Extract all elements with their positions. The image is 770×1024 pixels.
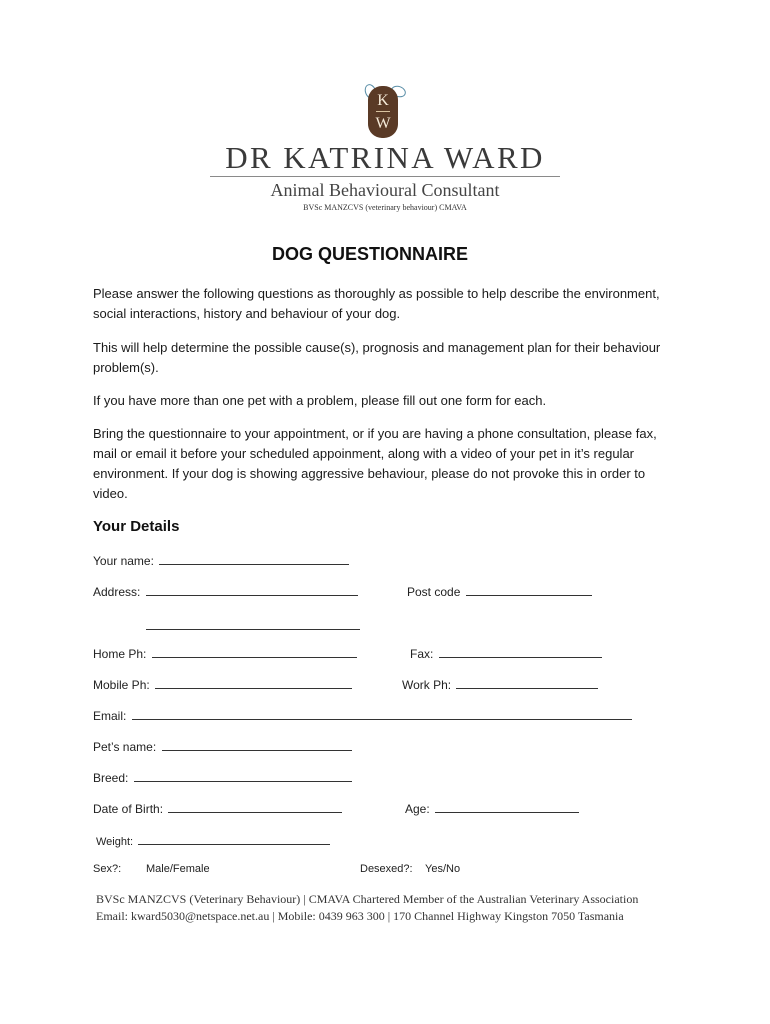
field-desexed <box>360 863 413 875</box>
field-mobile-ph <box>93 678 352 692</box>
field-breed <box>93 771 352 785</box>
field-your-name-line[interactable] <box>159 554 349 565</box>
field-work-ph <box>402 678 598 692</box>
logo-divider <box>210 176 560 177</box>
field-home-ph-label: Home Ph: <box>93 647 147 661</box>
field-breed-line[interactable] <box>134 771 352 782</box>
field-fax-line[interactable] <box>439 647 602 658</box>
field-mobile-ph-line[interactable] <box>155 678 352 689</box>
field-sex-label: Sex?: <box>93 863 122 875</box>
field-email-line[interactable] <box>132 709 632 720</box>
field-weight <box>96 834 330 848</box>
field-email <box>93 709 632 723</box>
field-address-line-2-line[interactable] <box>146 619 360 630</box>
field-pets-name <box>93 740 352 754</box>
field-your-name-label: Your name: <box>93 554 154 568</box>
field-pets-name-label: Pet’s name: <box>93 740 157 754</box>
intro-paragraph-1: Please answer the following questions as thoroughly as possible to help describe the environment, social interactions, history and behaviour of your dog. <box>93 286 660 321</box>
field-dob <box>93 802 342 816</box>
field-desexed-options[interactable]: Yes/No <box>425 863 461 875</box>
field-sex <box>93 863 121 875</box>
logo-monogram-k: K <box>377 92 389 109</box>
field-mobile-ph-label: Mobile Ph: <box>93 678 150 692</box>
field-age-line[interactable] <box>435 802 579 813</box>
field-dob-label: Date of Birth: <box>93 802 164 816</box>
intro-paragraph-3: If you have more than one pet with a problem, please fill out one form for each. <box>93 393 547 408</box>
field-work-ph-label: Work Ph: <box>402 678 452 692</box>
field-sex-options[interactable]: Male/Female <box>146 863 210 875</box>
intro-paragraph-4: Bring the questionnaire to your appointment, or if you are having a phone consultation, please fax, mail or email it before your scheduled appoinment, along with a video of your pet in it’s regular environment. If your dog is showing aggressive behaviour, please do not provoke this in order to video. <box>93 426 657 501</box>
field-weight-line[interactable] <box>138 834 330 845</box>
field-age <box>405 802 579 816</box>
field-post-code-line[interactable] <box>466 585 592 596</box>
field-fax-label: Fax: <box>410 647 434 661</box>
field-address-line[interactable] <box>146 585 358 596</box>
logo-subtitle: Animal Behavioural Consultant <box>270 180 500 200</box>
footer-line-1: BVSc MANZCVS (Veterinary Behaviour) | CMAVA Chartered Member of the Australian Veterinary Association <box>96 892 639 906</box>
page-title: DOG QUESTIONNAIRE <box>271 244 468 264</box>
footer-line-2: Email: kward5030@netspace.net.au | Mobile: 0439 963 300 | 170 Channel Highway Kingston 7050 Tasmania <box>96 909 624 923</box>
field-age-label: Age: <box>405 802 430 816</box>
intro-paragraph-2: This will help determine the possible cause(s), prognosis and management plan for their behaviour problem(s). <box>93 340 661 375</box>
field-address-line-2 <box>146 619 360 633</box>
field-email-label: Email: <box>93 709 127 723</box>
field-post-code-label: Post code <box>407 585 461 599</box>
logo-monogram-w: W <box>375 115 391 132</box>
field-post-code <box>407 585 592 599</box>
field-address-label: Address: <box>93 585 141 599</box>
field-work-ph-line[interactable] <box>456 678 598 689</box>
field-home-ph <box>93 647 357 661</box>
logo-monogram-badge <box>368 86 398 138</box>
field-dob-line[interactable] <box>168 802 342 813</box>
field-your-name <box>93 554 349 568</box>
field-weight-label: Weight: <box>96 836 134 848</box>
field-breed-label: Breed: <box>93 771 129 785</box>
field-pets-name-line[interactable] <box>162 740 352 751</box>
logo-qualifications: BVSc MANZCVS (veterinary behaviour) CMAVA <box>303 203 467 212</box>
field-home-ph-line[interactable] <box>152 647 357 658</box>
logo-monogram-divider <box>376 111 390 112</box>
field-fax <box>410 647 602 661</box>
field-address <box>93 585 358 599</box>
section-title-your-details: Your Details <box>93 518 180 535</box>
field-desexed-label: Desexed?: <box>360 863 413 875</box>
logo-name: DR KATRINA WARD <box>225 140 545 175</box>
